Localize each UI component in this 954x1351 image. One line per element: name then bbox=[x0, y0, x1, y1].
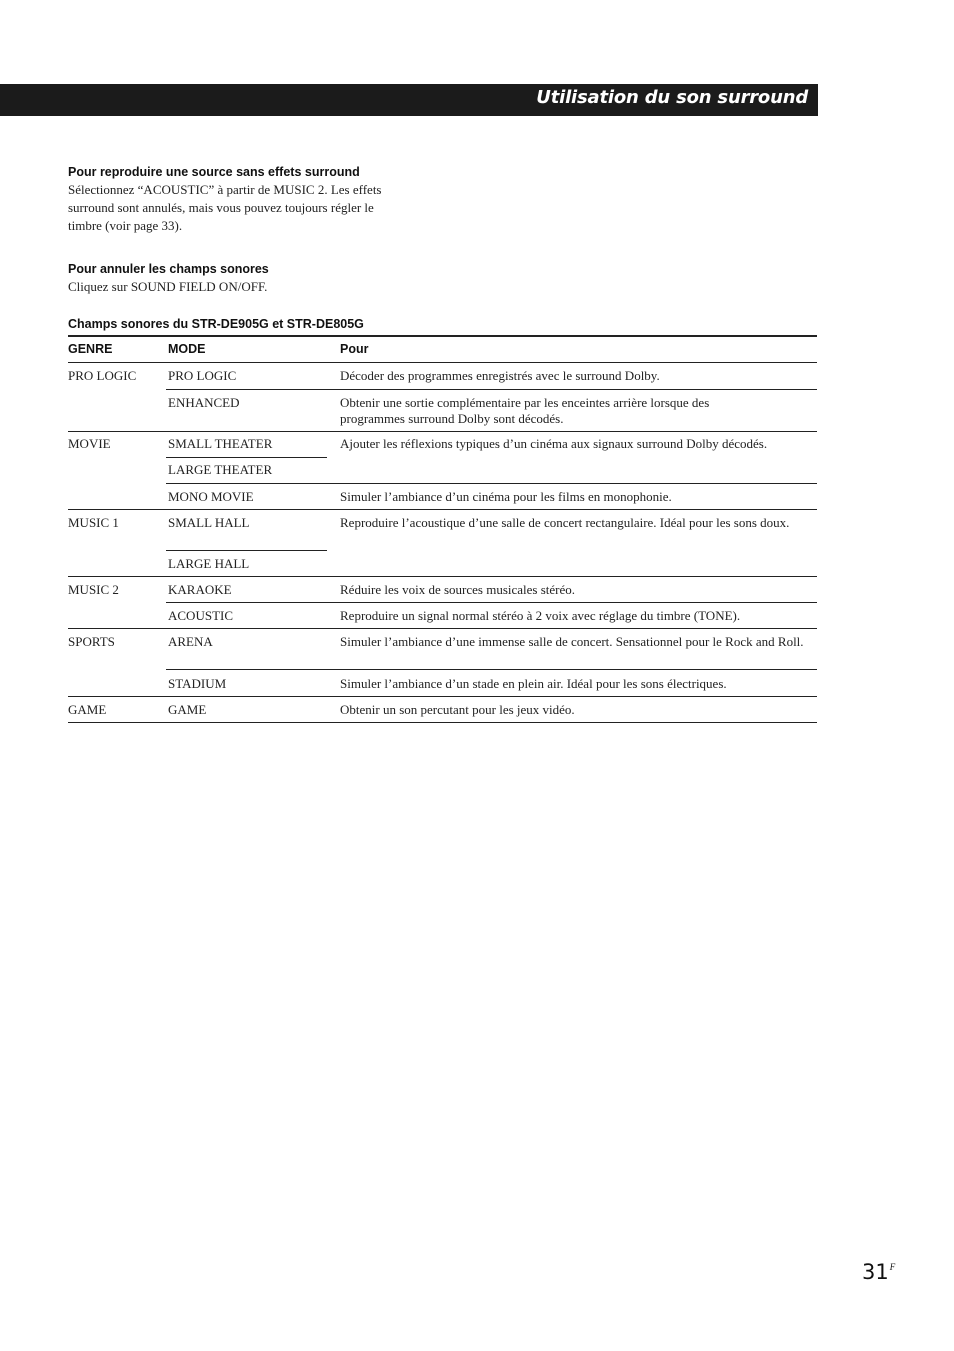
group-rule bbox=[68, 696, 817, 697]
description-cell: Décoder des programmes enregistrés avec le surround Dolby. bbox=[340, 368, 660, 383]
mode-cell: KARAOKE bbox=[168, 582, 232, 597]
row-rule bbox=[166, 483, 817, 484]
mode-cell: LARGE HALL bbox=[168, 556, 250, 571]
mode-cell: PRO LOGIC bbox=[168, 368, 237, 383]
description-cell: Obtenir un son percutant pour les jeux vidéo. bbox=[340, 702, 575, 717]
page-number bbox=[862, 1260, 895, 1284]
description-cell: Obtenir une sortie complémentaire par les enceintes arrière lorsque des programmes surround Dolby sont décodés. bbox=[340, 395, 710, 426]
mode-cell: ACOUSTIC bbox=[168, 608, 234, 623]
group-rule bbox=[68, 431, 817, 432]
header-mode: MODE bbox=[168, 342, 206, 356]
header-bar bbox=[0, 84, 818, 116]
row-rule bbox=[166, 669, 817, 670]
mode-cell: SMALL THEATER bbox=[168, 436, 273, 451]
genre-cell: MUSIC 1 bbox=[68, 515, 119, 530]
mode-cell: MONO MOVIE bbox=[168, 489, 254, 504]
row-rule bbox=[166, 602, 817, 603]
description-cell: Reproduire un signal normal stéréo à 2 voix avec réglage du timbre (TONE). bbox=[340, 608, 741, 623]
section-heading: Pour reproduire une source sans effets surround bbox=[68, 165, 360, 179]
group-rule bbox=[68, 628, 817, 629]
mode-cell: SMALL HALL bbox=[168, 515, 250, 530]
mode-cell: ARENA bbox=[168, 634, 213, 649]
description-cell: Simuler l’ambiance d’un stade en plein air. Idéal pour les sons électriques. bbox=[340, 676, 727, 691]
section-body-line: Cliquez sur SOUND FIELD ON/OFF. bbox=[68, 279, 268, 294]
mode-cell: ENHANCED bbox=[168, 395, 240, 410]
header-pour: Pour bbox=[340, 342, 369, 356]
section-no-surround bbox=[68, 163, 428, 235]
header-genre: GENRE bbox=[68, 342, 113, 356]
page-title: Utilisation du son surround bbox=[536, 87, 808, 108]
section-cancel-fields bbox=[68, 260, 428, 296]
description-cell: Ajouter les réflexions typiques d’un cinéma aux signaux surround Dolby décodés. bbox=[340, 436, 768, 451]
page-number-suffix: F bbox=[889, 1262, 896, 1272]
genre-cell: GAME bbox=[68, 702, 107, 717]
section-body-line: timbre (voir page 33). bbox=[68, 218, 183, 233]
mode-cell: STADIUM bbox=[168, 676, 227, 691]
description-cell: Réduire les voix de sources musicales stéréo. bbox=[340, 582, 576, 597]
description-cell: Simuler l’ambiance d’une immense salle de concert. Sensationnel pour le Rock and Roll. bbox=[340, 634, 804, 649]
genre-cell: MOVIE bbox=[68, 436, 111, 451]
row-rule bbox=[166, 389, 817, 390]
table-caption: Champs sonores du STR-DE905G et STR-DE805G bbox=[68, 317, 364, 331]
section-body-line: Sélectionnez “ACOUSTIC” à partir de MUSIC 2. Les effets bbox=[68, 182, 382, 197]
section-body-line: surround sont annulés, mais vous pouvez toujours régler le bbox=[68, 200, 374, 215]
group-rule bbox=[68, 509, 817, 510]
header-rule bbox=[68, 362, 817, 363]
table-top-rule bbox=[68, 335, 817, 337]
section-heading: Pour annuler les champs sonores bbox=[68, 262, 269, 276]
row-rule bbox=[166, 457, 327, 458]
page-number-value: 31 bbox=[862, 1260, 889, 1284]
row-rule bbox=[166, 550, 327, 551]
description-cell: Reproduire l’acoustique d’une salle de concert rectangulaire. Idéal pour les sons doux. bbox=[340, 515, 790, 530]
genre-cell: PRO LOGIC bbox=[68, 368, 137, 383]
table-bottom-rule bbox=[68, 722, 817, 723]
mode-cell: LARGE THEATER bbox=[168, 462, 273, 477]
mode-cell: GAME bbox=[168, 702, 207, 717]
genre-cell: MUSIC 2 bbox=[68, 582, 119, 597]
genre-cell: SPORTS bbox=[68, 634, 115, 649]
group-rule bbox=[68, 576, 817, 577]
description-cell: Simuler l’ambiance d’un cinéma pour les films en monophonie. bbox=[340, 489, 672, 504]
